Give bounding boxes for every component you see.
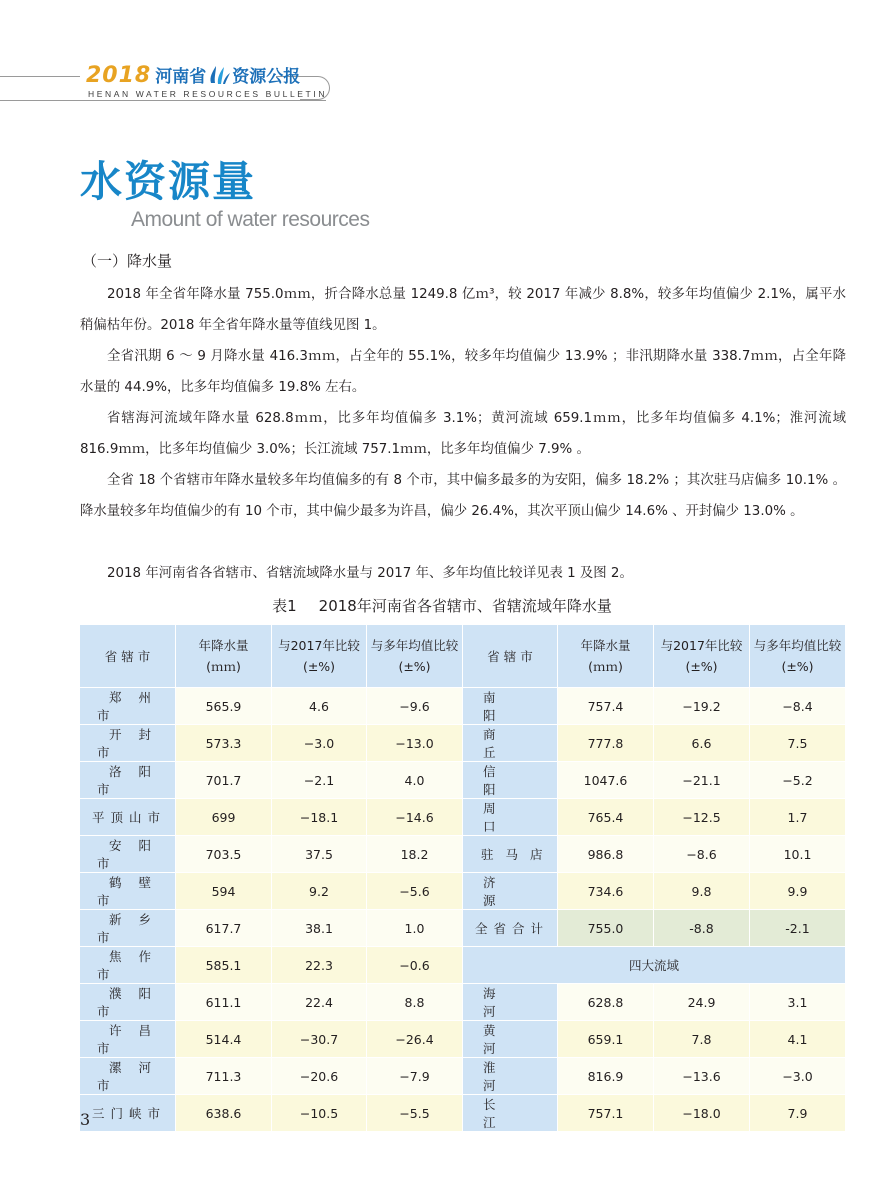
vs-average-value: −5.2 [750,762,846,799]
rainfall-value: 699 [176,799,272,836]
rainfall-value: 757.1 [558,1095,654,1132]
paragraph-1: 2018 年全省年降水量 755.0ｍｍ，折合降水总量 1249.8 亿ｍ³，较 2017 年减少 8.8%，较多年均值偏少 2.1%，属平水稍偏枯年份。2018 年全省年降水量等值线见图 1。 [80,287,846,333]
bulletin-year: 2018 [86,63,152,88]
basin-name: 海河 [463,984,558,1021]
rainfall-value: 611.1 [176,984,272,1021]
city-name: 洛阳市 [80,762,176,799]
vs-average-value: 9.9 [750,873,846,910]
table-row [80,725,846,762]
city-name: 南阳 [463,688,558,725]
rainfall-value: 514.4 [176,1021,272,1058]
table-row [80,1095,846,1132]
rainfall-value: 565.9 [176,688,272,725]
vs-2017-value: −12.5 [654,799,750,836]
city-name: 驻马店 [463,836,558,873]
vs-average-value: −3.0 [750,1058,846,1095]
vs-2017-value: 6.6 [654,725,750,762]
header-city: 省 辖 市 [80,625,176,688]
bulletin-title-post: 资源公报 [232,67,301,87]
vs-average-value: 1.7 [750,799,846,836]
header-vs-average: 与多年均值比较 (±%) [367,625,463,688]
rainfall-value: 734.6 [558,873,654,910]
table-row [80,947,846,984]
vs-2017-value: 22.3 [272,947,367,984]
header-city-right: 省 辖 市 [463,625,558,688]
header-vs-average-right: 与多年均值比较 (±%) [750,625,846,688]
vs-2017-value: −2.1 [272,762,367,799]
table-row [80,799,846,836]
vs-average-value: 7.9 [750,1095,846,1132]
basin-name: 黄河 [463,1021,558,1058]
paragraph-3: 省辖海河流域年降水量 628.8ｍｍ，比多年均值偏多 3.1%；黄河流域 659.1ｍｍ，比多年均值偏多 4.1%；淮河流域 816.9ｍｍ，比多年均值偏少 3.0%；长江流域 757.1ｍｍ，比多年均值偏少 7.9% 。 [80,411,846,457]
province-total-vs-2017: -8.8 [654,910,750,947]
table-row [80,1021,846,1058]
table-header-row [80,625,846,688]
rainfall-value: 638.6 [176,1095,272,1132]
vs-average-value: −13.0 [367,725,463,762]
rainfall-value: 659.1 [558,1021,654,1058]
rainfall-value: 617.7 [176,910,272,947]
rainfall-value: 628.8 [558,984,654,1021]
city-name: 许昌市 [80,1021,176,1058]
vs-2017-value: −3.0 [272,725,367,762]
city-name: 开封市 [80,725,176,762]
rainfall-value: 594 [176,873,272,910]
vs-average-value: −0.6 [367,947,463,984]
vs-average-value: −5.5 [367,1095,463,1132]
city-name: 焦作市 [80,947,176,984]
table-row [80,762,846,799]
header-rule-top [0,76,80,77]
vs-average-value: −9.6 [367,688,463,725]
section-subtitle: Amount of water resources [131,208,370,231]
rainfall-value: 777.8 [558,725,654,762]
table-caption-number: 表1 [272,597,297,615]
vs-2017-value: −13.6 [654,1058,750,1095]
rainfall-value: 573.3 [176,725,272,762]
vs-2017-value: −21.1 [654,762,750,799]
vs-2017-value: 37.5 [272,836,367,873]
page-number: 3 [80,1110,91,1129]
province-total-vs-average: -2.1 [750,910,846,947]
header-vs-2017-right: 与2017年比较 (±%) [654,625,750,688]
vs-2017-value: 24.9 [654,984,750,1021]
rainfall-value: 711.3 [176,1058,272,1095]
header-vs-2017: 与2017年比较 (±%) [272,625,367,688]
vs-2017-value: −10.5 [272,1095,367,1132]
vs-average-value: −14.6 [367,799,463,836]
vs-2017-value: −8.6 [654,836,750,873]
city-name: 三门峡市 [80,1095,176,1132]
rainfall-value: 765.4 [558,799,654,836]
vs-2017-value: −19.2 [654,688,750,725]
bulletin-subtitle-en: HENAN WATER RESOURCES BULLETIN [88,89,328,99]
vs-2017-value: −30.7 [272,1021,367,1058]
city-name: 新乡市 [80,910,176,947]
basin-name: 淮河 [463,1058,558,1095]
city-name: 鹤壁市 [80,873,176,910]
city-name: 平顶山市 [80,799,176,836]
vs-2017-value: 22.4 [272,984,367,1021]
header-rainfall-right: 年降水量 (ｍｍ) [558,625,654,688]
water-logo-icon [207,63,231,85]
paragraph-5: 2018 年河南省各省辖市、省辖流域降水量与 2017 年、多年均值比较详见表 1 及图 2。 [107,566,633,581]
vs-average-value: 8.8 [367,984,463,1021]
vs-2017-value: −18.0 [654,1095,750,1132]
city-name: 济源 [463,873,558,910]
table-row [80,910,846,947]
bulletin-header [86,62,300,88]
subsection-heading: （一）降水量 [82,252,173,270]
paragraph-2: 全省汛期 6 ～ 9 月降水量 416.3ｍｍ，占全年的 55.1%，较多年均值偏少 13.9% ；非汛期降水量 338.7ｍｍ，占全年降水量的 44.9%，比多年均值偏多 19.8% 左右。 [80,349,846,395]
vs-average-value: 4.0 [367,762,463,799]
province-total-rainfall: 755.0 [558,910,654,947]
basin-section-title: 四大流域 [463,947,846,984]
rainfall-value: 1047.6 [558,762,654,799]
rainfall-value: 757.4 [558,688,654,725]
city-name: 商丘 [463,725,558,762]
vs-average-value: 3.1 [750,984,846,1021]
vs-2017-value: 9.2 [272,873,367,910]
table-row [80,1058,846,1095]
vs-average-value: 18.2 [367,836,463,873]
vs-2017-value: 7.8 [654,1021,750,1058]
table-row [80,873,846,910]
city-name: 安阳市 [80,836,176,873]
city-name: 漯河市 [80,1058,176,1095]
vs-2017-value: −20.6 [272,1058,367,1095]
city-name: 周口 [463,799,558,836]
table-row [80,688,846,725]
rainfall-value: 701.7 [176,762,272,799]
vs-2017-value: 38.1 [272,910,367,947]
table-row [80,836,846,873]
vs-average-value: −26.4 [367,1021,463,1058]
paragraph-4: 全省 18 个省辖市年降水量较多年均值偏多的有 8 个市，其中偏多最多的为安阳，偏多 18.2% ；其次驻马店偏多 10.1% 。降水量较多年均值偏少的有 10 个市，其中偏少最多为许昌，偏少 26.4%，其次平顶山偏少 14.6% 、开封偏少 13.0% 。 [80,473,846,519]
vs-average-value: −7.9 [367,1058,463,1095]
vs-average-value: −8.4 [750,688,846,725]
vs-average-value: 4.1 [750,1021,846,1058]
vs-average-value: −5.6 [367,873,463,910]
table-row [80,984,846,1021]
section-title: 水资源量 [80,157,257,206]
header-rule-bottom [0,100,326,101]
rainfall-value: 986.8 [558,836,654,873]
city-name: 郑州市 [80,688,176,725]
vs-average-value: 1.0 [367,910,463,947]
basin-name: 长江 [463,1095,558,1132]
city-name: 濮阳市 [80,984,176,1021]
vs-2017-value: −18.1 [272,799,367,836]
province-total-name: 全省合计 [463,910,558,947]
vs-average-value: 7.5 [750,725,846,762]
vs-average-value: 10.1 [750,836,846,873]
table-caption [0,595,884,616]
vs-2017-value: 4.6 [272,688,367,725]
bulletin-title [155,62,300,87]
header-rainfall: 年降水量 (ｍｍ) [176,625,272,688]
rainfall-table [79,624,846,1132]
rainfall-value: 816.9 [558,1058,654,1095]
bulletin-title-pre: 河南省 [155,67,207,87]
city-name: 信阳 [463,762,558,799]
vs-2017-value: 9.8 [654,873,750,910]
rainfall-value: 703.5 [176,836,272,873]
table-caption-title: 2018年河南省各省辖市、省辖流域年降水量 [318,597,612,615]
rainfall-value: 585.1 [176,947,272,984]
